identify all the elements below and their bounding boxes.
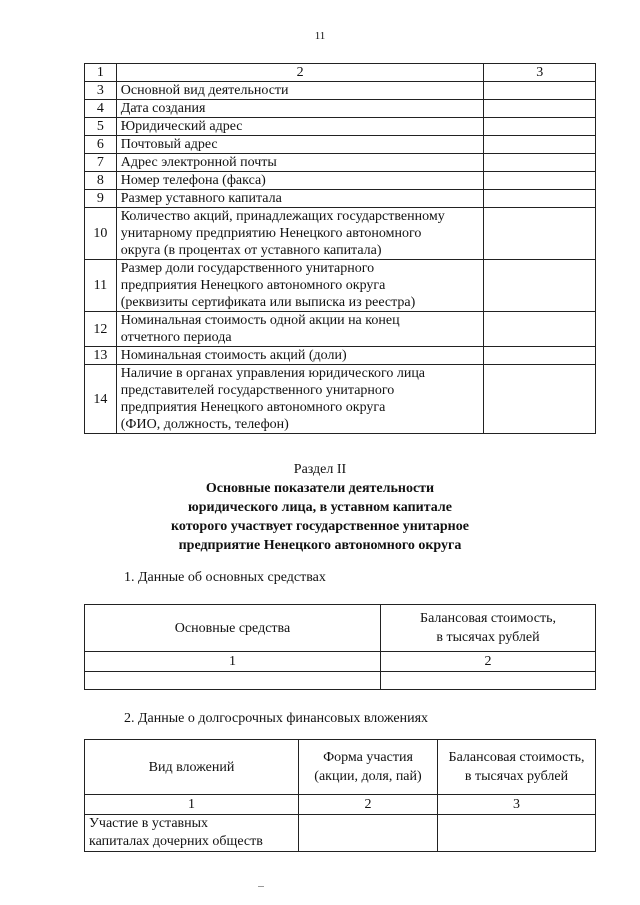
row-label: Адрес электронной почты — [116, 154, 484, 172]
row-label — [116, 312, 484, 347]
row-label-line: унитарному предприятию Ненецкого автономного — [120, 226, 422, 241]
column-header-investment-type: Вид вложений — [85, 740, 299, 795]
section-heading-line: Основные показатели деятельности — [205, 481, 435, 496]
row-label: Основной вид деятельности — [116, 82, 484, 100]
table-row — [85, 312, 596, 347]
row-number: 13 — [85, 347, 117, 365]
row-label — [116, 208, 484, 260]
row-number: 9 — [85, 190, 117, 208]
header-line: Балансовая стоимость, — [448, 750, 585, 765]
table-header-row — [85, 64, 596, 82]
table-row — [85, 365, 596, 434]
row-label-line: Участие в уставных — [89, 816, 209, 831]
table-row — [85, 815, 596, 852]
row-label: Номинальная стоимость акций (доли) — [116, 347, 484, 365]
header-line: Форма участия — [323, 750, 413, 765]
row-number: 10 — [85, 208, 117, 260]
scan-mark — [258, 886, 264, 887]
row-label-line: Номинальная стоимость одной акции на конец — [120, 313, 400, 328]
row-value-cell[interactable] — [484, 365, 596, 434]
table-row — [85, 672, 596, 690]
fixed-assets-table — [84, 604, 596, 690]
empty-cell[interactable] — [438, 815, 596, 852]
row-value-cell[interactable] — [484, 100, 596, 118]
row-label-line: (реквизиты сертификата или выписка из реестра) — [120, 295, 416, 310]
column-number: 3 — [438, 795, 596, 815]
column-number: 2 — [381, 652, 596, 672]
table-row — [85, 208, 596, 260]
row-label-line: представителей государственного унитарного — [120, 383, 395, 398]
column-number-row — [85, 795, 596, 815]
row-number: 6 — [85, 136, 117, 154]
column-header-book-value — [438, 740, 596, 795]
row-label — [85, 815, 299, 852]
table-header-row — [85, 740, 596, 795]
row-number: 8 — [85, 172, 117, 190]
table-row — [85, 118, 596, 136]
column-header-participation-form — [299, 740, 438, 795]
row-label-line: (ФИО, должность, телефон) — [120, 417, 289, 432]
table-row — [85, 154, 596, 172]
table-row — [85, 82, 596, 100]
column-number: 1 — [85, 652, 381, 672]
table-row — [85, 190, 596, 208]
column-header-book-value — [381, 605, 596, 652]
header-line: в тысячах рублей — [464, 769, 569, 784]
row-value-cell[interactable] — [484, 208, 596, 260]
empty-cell[interactable] — [381, 672, 596, 690]
row-label-line: предприятия Ненецкого автономного округа — [120, 400, 386, 415]
row-label-line: Наличие в органах управления юридического лица — [120, 366, 426, 381]
section-heading-line: юридического лица, в уставном капитале — [188, 500, 452, 515]
row-label — [116, 260, 484, 312]
row-label-line: отчетного периода — [120, 330, 232, 345]
row-value-cell[interactable] — [484, 136, 596, 154]
row-number: 12 — [85, 312, 117, 347]
row-label: Номер телефона (факса) — [116, 172, 484, 190]
column-number-1: 1 — [85, 64, 117, 82]
table-row — [85, 100, 596, 118]
column-number: 2 — [299, 795, 438, 815]
section-heading — [0, 460, 640, 555]
empty-cell[interactable] — [299, 815, 438, 852]
column-header-fixed-assets: Основные средства — [85, 605, 381, 652]
table-row — [85, 347, 596, 365]
row-label: Дата создания — [116, 100, 484, 118]
row-value-cell[interactable] — [484, 172, 596, 190]
row-value-cell[interactable] — [484, 118, 596, 136]
row-value-cell[interactable] — [484, 190, 596, 208]
section-title: Раздел II — [293, 462, 347, 477]
column-number-3: 3 — [484, 64, 596, 82]
header-line: Балансовая стоимость, — [420, 611, 556, 626]
row-label-line: Количество акций, принадлежащих государственному — [120, 209, 445, 224]
row-number: 14 — [85, 365, 117, 434]
row-number: 4 — [85, 100, 117, 118]
row-value-cell[interactable] — [484, 82, 596, 100]
row-label-line: округа (в процентах от уставного капитала) — [120, 243, 382, 258]
row-value-cell[interactable] — [484, 347, 596, 365]
row-label-line: предприятия Ненецкого автономного округа — [120, 278, 386, 293]
row-label: Юридический адрес — [116, 118, 484, 136]
row-number: 11 — [85, 260, 117, 312]
row-value-cell[interactable] — [484, 260, 596, 312]
table-row — [85, 172, 596, 190]
organization-info-table — [84, 63, 596, 434]
row-value-cell[interactable] — [484, 154, 596, 172]
row-label — [116, 365, 484, 434]
long-term-investments-table — [84, 739, 596, 852]
column-number-2: 2 — [116, 64, 484, 82]
section-heading-line: предприятие Ненецкого автономного округа — [178, 538, 462, 553]
page-number: 11 — [314, 30, 326, 42]
header-line: (акции, доля, пай) — [314, 769, 422, 784]
table-header-row — [85, 605, 596, 652]
table-row — [85, 260, 596, 312]
row-number: 7 — [85, 154, 117, 172]
row-label: Почтовый адрес — [116, 136, 484, 154]
empty-cell[interactable] — [85, 672, 381, 690]
row-label-line: капиталах дочерних обществ — [89, 834, 263, 849]
column-number: 1 — [85, 795, 299, 815]
table-row — [85, 136, 596, 154]
row-number: 5 — [85, 118, 117, 136]
investments-subtitle: 2. Данные о долгосрочных финансовых вложениях — [124, 711, 429, 726]
fixed-assets-subtitle: 1. Данные об основных средствах — [124, 570, 326, 585]
row-label-line: Размер доли государственного унитарного — [120, 261, 375, 276]
row-number: 3 — [85, 82, 117, 100]
section-heading-line: которого участвует государственное унитарное — [171, 519, 469, 534]
row-label: Размер уставного капитала — [116, 190, 484, 208]
header-line: в тысячах рублей — [436, 630, 540, 645]
column-number-row — [85, 652, 596, 672]
row-value-cell[interactable] — [484, 312, 596, 347]
